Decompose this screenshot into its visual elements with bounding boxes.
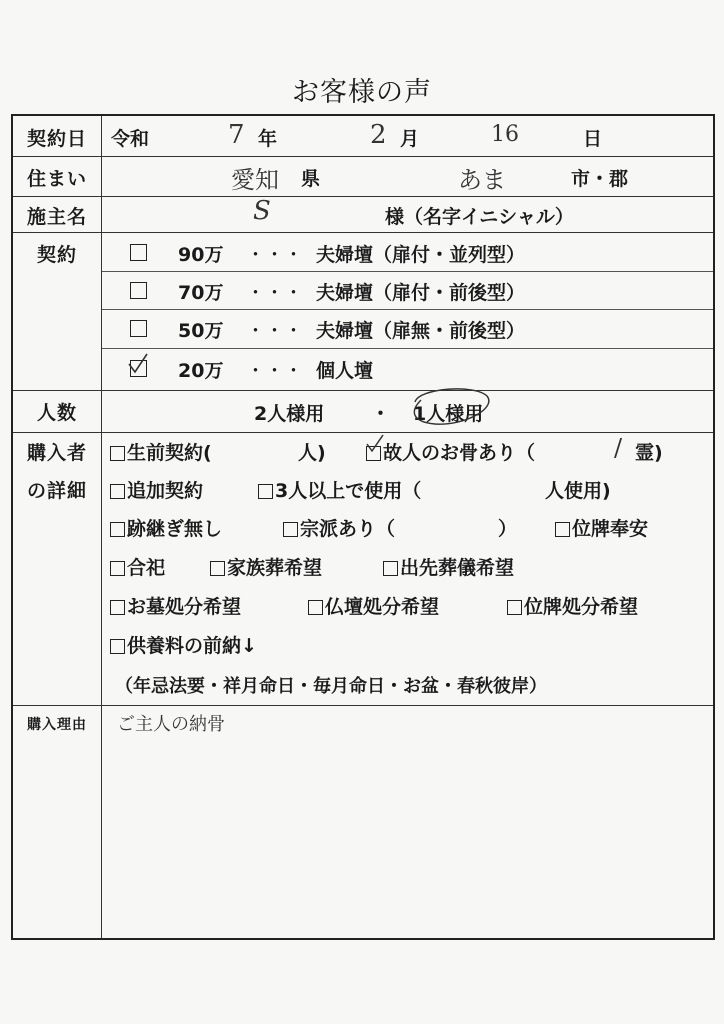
checkbox[interactable] [283, 522, 298, 537]
label-column-divider [101, 116, 102, 938]
checkbox[interactable] [110, 639, 125, 654]
sannin-option[interactable]: 3人以上で使用（ [258, 476, 421, 503]
reason-value[interactable]: ご主人の納骨 [117, 714, 225, 735]
row-divider [13, 705, 713, 706]
selection-circle-icon [405, 384, 497, 430]
people-separator: ・ [371, 403, 391, 425]
checkbox[interactable] [383, 561, 398, 576]
people-label: 人数 [36, 402, 77, 424]
tsuika-option[interactable]: 追加契約 [110, 476, 203, 503]
contract-date-label: 契約日 [26, 128, 87, 150]
kuyou-note: （年忌法要・祥月命日・毎月命日・お盆・春秋彼岸） [115, 676, 547, 697]
residence-label: 住まい [26, 168, 87, 190]
prefecture-unit: 県 [301, 168, 321, 190]
option-checkbox[interactable] [130, 244, 147, 261]
day-unit: 日 [583, 128, 603, 150]
option-dots: ・・・ [246, 320, 304, 342]
kuyou-option[interactable]: 供養料の前納↓ [110, 631, 257, 658]
month-value[interactable]: 2 [370, 120, 387, 150]
month-unit: 月 [400, 128, 420, 150]
ihai-shobun-option[interactable]: 位牌処分希望 [507, 592, 638, 619]
option-dots: ・・・ [246, 282, 304, 304]
option-price: 90万 [178, 244, 224, 266]
kazoku-option[interactable]: 家族葬希望 [210, 553, 322, 580]
two-person-option[interactable]: 2人様用 [254, 403, 325, 425]
shuha-option[interactable]: 宗派あり（ [283, 514, 395, 541]
owner-label: 施主名 [26, 206, 87, 228]
checkbox[interactable] [555, 522, 570, 537]
contract-label: 契約 [36, 244, 77, 266]
row-divider [13, 390, 713, 391]
customer-voice-form [11, 114, 715, 940]
option-price: 70万 [178, 282, 224, 304]
reason-label: 購入理由 [27, 717, 87, 733]
option-price: 50万 [178, 320, 224, 342]
option-divider [102, 309, 713, 310]
atotsugi-option[interactable]: 跡継ぎ無し [110, 514, 222, 541]
checkbox[interactable] [110, 522, 125, 537]
checkbox[interactable] [110, 446, 125, 461]
kojin-count[interactable]: / [614, 434, 623, 462]
goushi-option[interactable]: 合祀 [110, 553, 165, 580]
day-value[interactable]: 16 [491, 122, 519, 147]
seizen-unit: 人) [298, 442, 326, 464]
kojin-option[interactable]: 故人のお骨あり（ [366, 438, 535, 465]
option-divider [102, 271, 713, 272]
era-label: 令和 [111, 128, 150, 150]
buyer-details-label-2: の詳細 [26, 480, 87, 502]
checkmark-icon [126, 352, 150, 376]
ohaka-option[interactable]: お墓処分希望 [110, 592, 241, 619]
option-dots: ・・・ [246, 360, 304, 382]
row-divider [13, 196, 713, 197]
option-dots: ・・・ [246, 244, 304, 266]
page-title: お客様の声 [292, 77, 432, 108]
ihai-option[interactable]: 位牌奉安 [555, 514, 648, 541]
option-price: 20万 [178, 360, 224, 382]
buyer-details-label-1: 購入者 [26, 442, 87, 464]
seizen-option[interactable]: 生前契約( [110, 438, 212, 465]
checkbox[interactable] [110, 561, 125, 576]
option-description: 夫婦壇（扉付・並列型） [316, 244, 526, 266]
checkbox[interactable] [210, 561, 225, 576]
checkbox[interactable] [110, 600, 125, 615]
option-divider [102, 348, 713, 349]
checkbox[interactable] [110, 484, 125, 499]
year-value[interactable]: 7 [228, 120, 245, 150]
option-checkbox[interactable] [130, 282, 147, 299]
owner-suffix: 様（名字イニシャル） [385, 206, 574, 228]
sannin-unit: 人使用) [545, 480, 611, 502]
city-value[interactable]: あま [458, 166, 506, 194]
city-unit: 市・郡 [571, 168, 629, 190]
checkbox[interactable] [507, 600, 522, 615]
row-divider [13, 156, 713, 157]
option-description: 夫婦壇（扉付・前後型） [316, 282, 526, 304]
option-checkbox[interactable] [130, 320, 147, 337]
row-divider [13, 232, 713, 233]
option-description: 個人壇 [316, 360, 374, 382]
year-unit: 年 [258, 128, 278, 150]
checkmark-icon [365, 434, 385, 454]
butsudan-option[interactable]: 仏壇処分希望 [308, 592, 439, 619]
shussaki-option[interactable]: 出先葬儀希望 [383, 553, 514, 580]
row-divider [13, 432, 713, 433]
kojin-unit: 霊) [635, 442, 663, 464]
prefecture-value[interactable]: 愛知 [231, 166, 279, 194]
checkbox[interactable] [258, 484, 273, 499]
checkbox[interactable] [308, 600, 323, 615]
shuha-close: ） [498, 518, 518, 540]
option-description: 夫婦壇（扉無・前後型） [316, 320, 526, 342]
one-person-option[interactable]: 1人様用 [413, 403, 484, 425]
owner-initial[interactable]: S [253, 196, 271, 226]
